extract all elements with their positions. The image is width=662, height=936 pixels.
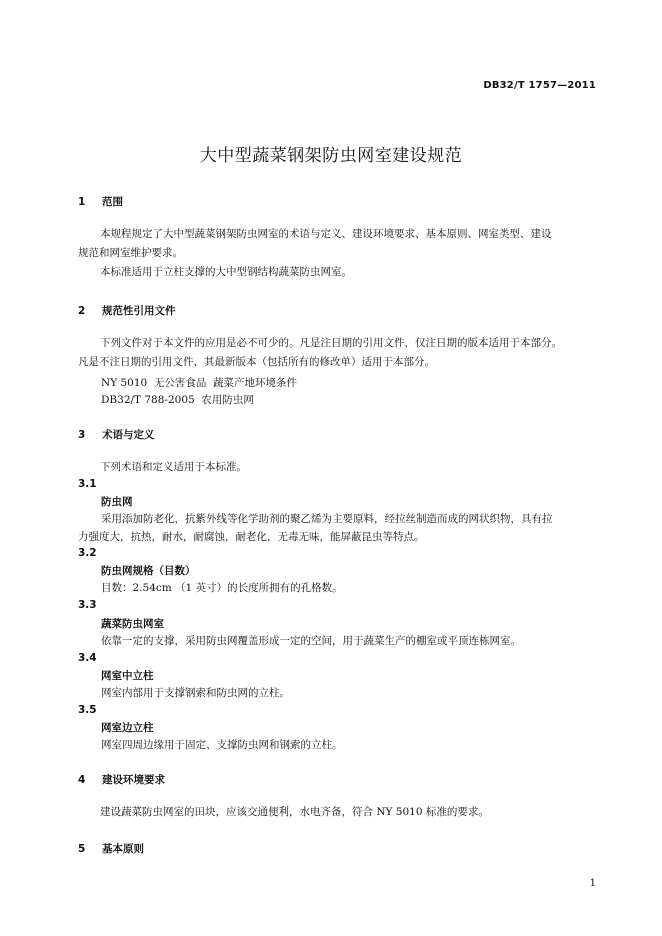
reference-item: NY 5010 无公害食品 蔬菜产地环境条件 (101, 377, 298, 389)
standard-code: DB32/T 1757—2011 (483, 80, 596, 91)
section-number: 3 (78, 429, 86, 441)
term-definition: 力强度大，抗热，耐水，耐腐蚀，耐老化，无毒无味，能屏蔽昆虫等特点。 (78, 531, 425, 543)
section-number: 1 (78, 196, 86, 208)
term-number: 3.1 (78, 478, 97, 490)
section-title: 建设环境要求 (102, 774, 165, 786)
term-definition: 依靠一定的支撑，采用防虫网覆盖形成一定的空间，用于蔬菜生产的棚室或平顶连栋网室。 (101, 635, 521, 647)
paragraph: 本标准适用于立柱支撑的大中型钢结构蔬菜防虫网室。 (100, 266, 352, 278)
term-name: 网室中立柱 (101, 670, 154, 682)
section-title: 范围 (102, 196, 123, 208)
section-number: 5 (78, 843, 86, 855)
paragraph: 凡是不注日期的引用文件，其最新版本（包括所有的修改单）适用于本部分。 (78, 356, 435, 368)
term-number: 3.4 (78, 652, 97, 664)
reference-item: DB32/T 788-2005 农用防虫网 (101, 394, 254, 406)
term-name: 防虫网规格（目数） (101, 565, 196, 577)
paragraph: 规范和网室维护要求。 (78, 247, 183, 259)
section-title: 规范性引用文件 (102, 305, 176, 317)
section-number: 2 (78, 305, 86, 317)
term-name: 防虫网 (101, 496, 133, 508)
term-definition: 采用添加防老化，抗紫外线等化学助剂的聚乙烯为主要原料，经拉丝制造而成的网状织物，具有拉 (101, 513, 553, 525)
page-number: 1 (589, 878, 596, 889)
section-5-heading (78, 841, 144, 856)
term-definition: 网室内部用于支撑钢索和防虫网的立柱。 (101, 687, 290, 699)
section-number: 4 (78, 774, 86, 786)
term-number: 3.2 (78, 547, 97, 559)
section-title: 基本原则 (102, 843, 144, 855)
paragraph: 建设蔬菜防虫网室的田块，应该交通便利，水电齐备，符合 NY 5010 标准的要求。 (100, 806, 489, 818)
term-name: 蔬菜防虫网室 (101, 618, 164, 630)
paragraph: 下列术语和定义适用于本标准。 (100, 461, 247, 473)
term-name: 网室边立柱 (101, 722, 154, 734)
section-3-heading (78, 427, 155, 442)
section-4-heading (78, 772, 165, 787)
term-number: 3.5 (78, 704, 97, 716)
term-number: 3.3 (78, 599, 97, 611)
term-definition: 网室四周边缘用于固定、支撑防虫网和钢索的立柱。 (101, 739, 343, 751)
section-1-heading (78, 194, 123, 209)
section-2-heading (78, 303, 176, 318)
paragraph: 本规程规定了大中型蔬菜钢架防虫网室的术语与定义、建设环境要求、基本原则、网室类型、建设 (100, 228, 552, 240)
paragraph: 下列文件对于本文件的应用是必不可少的。凡是注日期的引用文件，仅注日期的版本适用于本部分。 (100, 337, 562, 349)
document-title: 大中型蔬菜钢架防虫网室建设规范 (199, 146, 463, 166)
section-title: 术语与定义 (102, 429, 155, 441)
term-definition: 目数：2.54cm （1 英寸）的长度所拥有的孔格数。 (101, 582, 343, 594)
